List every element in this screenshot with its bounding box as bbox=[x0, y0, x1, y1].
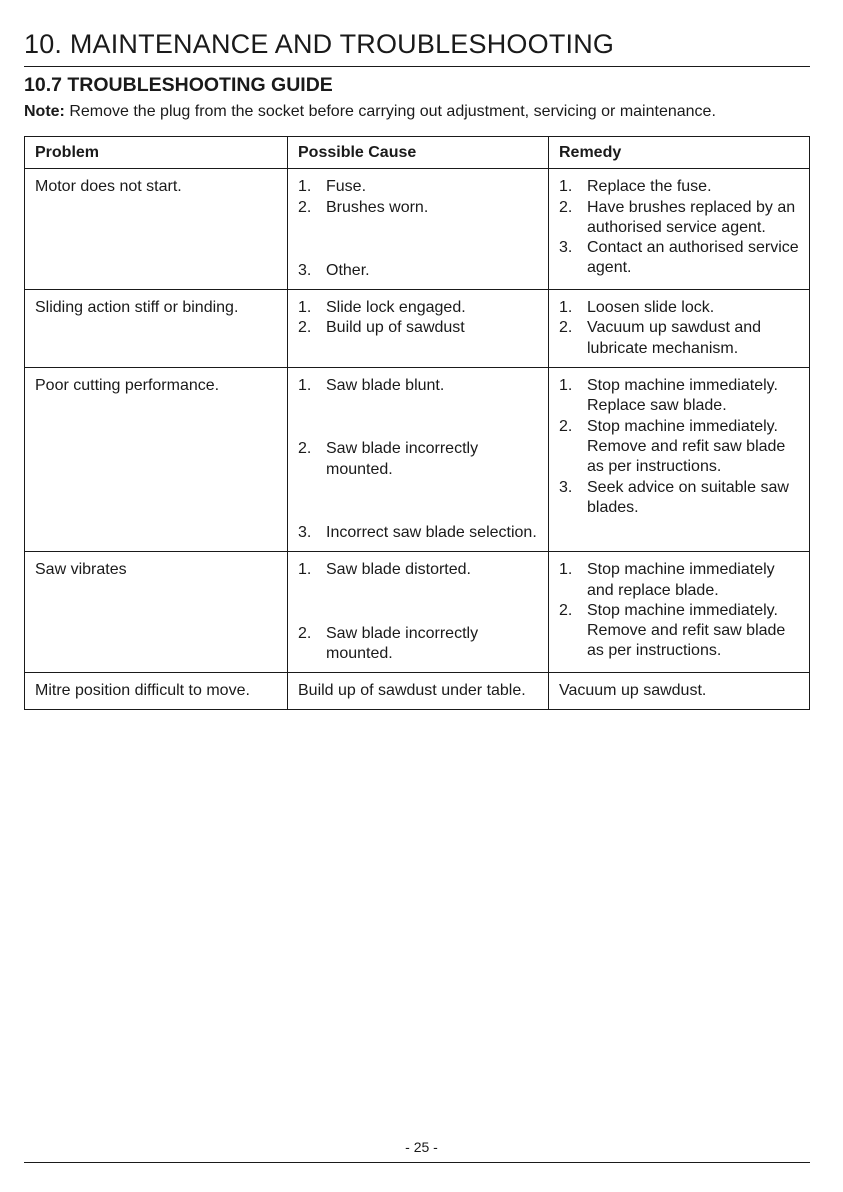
section-title: 10.7 TROUBLESHOOTING GUIDE bbox=[24, 74, 333, 96]
list-item bbox=[298, 560, 538, 580]
item-number: 1. bbox=[559, 377, 573, 395]
list-item bbox=[559, 198, 799, 239]
item-text: Saw blade incorrectly mounted. bbox=[326, 440, 479, 478]
item-text: Build up of sawdust bbox=[326, 319, 465, 337]
chapter-rule bbox=[24, 66, 810, 67]
item-number: 1. bbox=[298, 178, 312, 196]
problem-text: Motor does not start. bbox=[35, 178, 182, 196]
problem-cell bbox=[25, 552, 288, 673]
table-row bbox=[25, 290, 810, 368]
list-item bbox=[559, 376, 799, 417]
problem-cell bbox=[25, 368, 288, 552]
list-item bbox=[559, 560, 799, 601]
item-text: Replace the fuse. bbox=[587, 178, 712, 196]
item-text: Stop machine immediately. Remove and refit saw blade as per instructions. bbox=[587, 601, 786, 660]
table-row bbox=[25, 552, 810, 673]
item-text: Fuse. bbox=[326, 178, 367, 196]
remedy-cell bbox=[549, 673, 810, 710]
problem-text: Saw vibrates bbox=[35, 561, 127, 579]
item-number: 1. bbox=[559, 561, 573, 579]
item-text: Stop machine immediately. Remove and refit saw blade as per instructions. bbox=[587, 417, 786, 476]
list-item bbox=[559, 318, 799, 359]
item-text: Other. bbox=[326, 261, 370, 279]
item-text: Loosen slide lock. bbox=[587, 299, 715, 317]
list-item bbox=[298, 376, 538, 396]
note-label: Note: bbox=[24, 103, 65, 120]
remedy-cell bbox=[549, 169, 810, 290]
item-text: Saw blade distorted. bbox=[326, 561, 471, 579]
list-item bbox=[298, 318, 538, 338]
problem-cell bbox=[25, 290, 288, 368]
item-number: 1. bbox=[298, 561, 312, 579]
list-item bbox=[559, 177, 799, 197]
item-number: 1. bbox=[298, 377, 312, 395]
cause-cell bbox=[288, 368, 549, 552]
list-item bbox=[559, 417, 799, 478]
problem-cell bbox=[25, 169, 288, 290]
item-number: 3. bbox=[298, 261, 312, 279]
list-item bbox=[298, 261, 538, 281]
list-item bbox=[298, 198, 538, 218]
item-number: 2. bbox=[298, 440, 312, 458]
item-text: Have brushes replaced by an authorised service agent. bbox=[587, 198, 796, 236]
item-number: 2. bbox=[559, 319, 573, 337]
item-number: 2. bbox=[559, 417, 573, 435]
problem-text: Mitre position difficult to move. bbox=[35, 682, 250, 700]
item-number: 2. bbox=[298, 624, 312, 642]
list-item bbox=[559, 478, 799, 519]
cause-text: Build up of sawdust under table. bbox=[298, 682, 526, 700]
footer-rule bbox=[24, 1162, 810, 1163]
item-number: 3. bbox=[559, 478, 573, 496]
item-text: Vacuum up sawdust and lubricate mechanism. bbox=[587, 319, 762, 357]
item-text: Seek advice on suitable saw blades. bbox=[587, 478, 789, 516]
cause-cell bbox=[288, 169, 549, 290]
remedy-text: Vacuum up sawdust. bbox=[559, 682, 707, 700]
page-number: - 25 - bbox=[405, 1139, 438, 1155]
list-item bbox=[559, 601, 799, 662]
list-item bbox=[559, 298, 799, 318]
remedy-cell bbox=[549, 368, 810, 552]
item-number: 1. bbox=[559, 299, 573, 317]
item-number: 1. bbox=[298, 299, 312, 317]
item-text: Contact an authorised service agent. bbox=[587, 239, 799, 277]
item-number: 2. bbox=[298, 198, 312, 216]
table-row bbox=[25, 368, 810, 552]
list-item bbox=[298, 523, 538, 543]
remedy-cell bbox=[549, 290, 810, 368]
problem-text: Poor cutting performance. bbox=[35, 377, 220, 395]
column-header-cause: Possible Cause bbox=[288, 137, 549, 169]
cause-cell bbox=[288, 552, 549, 673]
list-item bbox=[559, 238, 799, 279]
item-number: 3. bbox=[559, 239, 573, 257]
item-number: 3. bbox=[298, 523, 312, 541]
item-text: Incorrect saw blade selection. bbox=[326, 523, 537, 541]
table-row bbox=[25, 673, 810, 710]
note-text: Remove the plug from the socket before carrying out adjustment, servicing or maintenance. bbox=[64, 103, 716, 120]
item-text: Slide lock engaged. bbox=[326, 299, 466, 317]
note bbox=[24, 101, 824, 123]
item-text: Saw blade incorrectly mounted. bbox=[326, 624, 479, 662]
table-row bbox=[25, 169, 810, 290]
list-item bbox=[298, 439, 538, 480]
list-item bbox=[298, 177, 538, 197]
column-header-problem: Problem bbox=[25, 137, 288, 169]
chapter-title: 10. MAINTENANCE AND TROUBLESHOOTING bbox=[24, 29, 615, 59]
remedy-cell bbox=[549, 552, 810, 673]
column-header-remedy: Remedy bbox=[549, 137, 810, 169]
cause-cell bbox=[288, 673, 549, 710]
item-number: 1. bbox=[559, 178, 573, 196]
cause-cell bbox=[288, 290, 549, 368]
item-text: Stop machine immediately and replace blade. bbox=[587, 561, 775, 599]
item-text: Saw blade blunt. bbox=[326, 377, 445, 395]
list-item bbox=[298, 624, 538, 665]
item-text: Brushes worn. bbox=[326, 198, 429, 216]
table-header-row bbox=[25, 137, 810, 169]
item-number: 2. bbox=[559, 198, 573, 216]
problem-text: Sliding action stiff or binding. bbox=[35, 299, 239, 317]
problem-cell bbox=[25, 673, 288, 710]
item-number: 2. bbox=[559, 601, 573, 619]
troubleshooting-table bbox=[24, 136, 810, 710]
list-item bbox=[298, 298, 538, 318]
item-text: Stop machine immediately. Replace saw blade. bbox=[587, 377, 778, 415]
item-number: 2. bbox=[298, 319, 312, 337]
